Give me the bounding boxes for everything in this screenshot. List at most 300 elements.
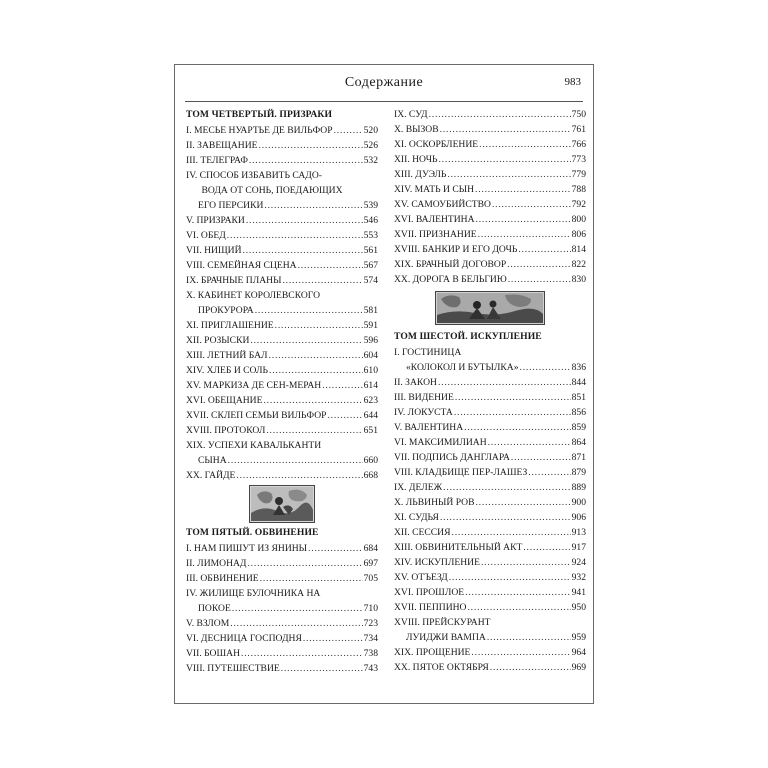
- toc-entry-line: [394, 107, 586, 122]
- toc-entry-line: [186, 243, 378, 258]
- chapter-page-number: 932: [571, 572, 586, 583]
- dot-leader: [471, 645, 570, 660]
- dot-leader: [454, 405, 571, 420]
- toc-entry: [394, 107, 586, 122]
- chapter-page-number: 644: [363, 410, 378, 421]
- toc-entry: [394, 585, 586, 600]
- toc-entry: [186, 438, 378, 468]
- dot-leader: [282, 273, 362, 288]
- toc-entry: [186, 616, 378, 631]
- toc-entry-line: [394, 465, 586, 480]
- chapter-page-number: 697: [363, 558, 378, 569]
- toc-entry: [394, 212, 586, 227]
- toc-entry: [394, 152, 586, 167]
- chapter-title: XIV. МАТЬ И СЫН: [394, 184, 475, 195]
- dot-leader: [322, 378, 362, 393]
- chapter-page-number: 553: [363, 230, 378, 241]
- toc-entry: [394, 137, 586, 152]
- dot-leader: [478, 227, 571, 242]
- toc-entry-line: [186, 363, 378, 378]
- toc-entry-line: [394, 167, 586, 182]
- chapter-title: IV. СПОСОБ ИЗБАВИТЬ САДО-: [186, 170, 322, 181]
- dot-leader: [232, 601, 363, 616]
- dot-leader: [455, 390, 571, 405]
- toc-entry: [186, 556, 378, 571]
- chapter-page-number: 591: [363, 320, 378, 331]
- chapter-page-number: 705: [363, 573, 378, 584]
- chapter-page-number: 836: [571, 362, 586, 373]
- toc-entry: [186, 288, 378, 318]
- dot-leader: [269, 363, 363, 378]
- chapter-page-number: 750: [571, 109, 586, 120]
- chapter-page-number: 761: [571, 124, 586, 135]
- header-rule: [185, 101, 583, 102]
- dot-leader: [259, 138, 363, 153]
- toc-entry: [186, 213, 378, 228]
- chapter-page-number: 871: [571, 452, 586, 463]
- chapter-page-number: 844: [571, 377, 586, 388]
- toc-entry-line: [186, 198, 378, 213]
- volume-heading: ТОМ ПЯТЫЙ. ОБВИНЕНИЕ: [186, 527, 319, 538]
- chapter-page-number: 913: [571, 527, 586, 538]
- dot-leader: [247, 556, 362, 571]
- chapter-title: VIII. ПУТЕШЕСТВИЕ: [186, 663, 280, 674]
- chapter-page-number: 950: [571, 602, 586, 613]
- toc-entry: [186, 378, 378, 393]
- dot-leader: [528, 465, 570, 480]
- chapter-page-number: 792: [571, 199, 586, 210]
- chapter-title: VII. НИЩИЙ: [186, 245, 242, 256]
- chapter-page-number: 864: [571, 437, 586, 448]
- dot-leader: [236, 468, 362, 483]
- chapter-title: IX. ДЕЛЕЖ: [394, 482, 443, 493]
- toc-entry: [186, 468, 378, 483]
- chapter-title: XII. РОЗЫСКИ: [186, 335, 250, 346]
- chapter-title: IX. БРАЧНЫЕ ПЛАНЫ: [186, 275, 282, 286]
- chapter-page-number: 604: [363, 350, 378, 361]
- toc-entry-line: [186, 213, 378, 228]
- dot-leader: [269, 348, 363, 363]
- chapter-page-number: 532: [363, 155, 378, 166]
- dot-leader: [249, 153, 363, 168]
- toc-entry: [186, 541, 378, 556]
- dot-leader: [520, 360, 571, 375]
- dot-leader: [475, 495, 570, 510]
- chapter-title: XX. ПЯТОЕ ОКТЯБРЯ: [394, 662, 489, 673]
- toc-entry-line: [186, 571, 378, 586]
- dot-leader: [227, 228, 363, 243]
- chapter-title: XVII. ПРИЗНАНИЕ: [394, 229, 477, 240]
- toc-entry-line: [186, 646, 378, 661]
- toc-entry: [394, 645, 586, 660]
- toc-entry: [186, 243, 378, 258]
- toc-entry-line: [186, 348, 378, 363]
- toc-entry-line: [186, 601, 378, 616]
- chapter-title: ЛУИДЖИ ВАМПА: [406, 632, 486, 643]
- dot-leader: [440, 510, 571, 525]
- dot-leader: [452, 525, 571, 540]
- toc-entry-line: [186, 138, 378, 153]
- chapter-page-number: 766: [571, 139, 586, 150]
- page-header: [175, 65, 593, 99]
- chapter-title: XIX. БРАЧНЫЙ ДОГОВОР: [394, 259, 507, 270]
- chapter-page-number: 959: [571, 632, 586, 643]
- chapter-title: ПОКОЕ: [198, 603, 231, 614]
- toc-entry: [186, 631, 378, 646]
- chapter-title: «КОЛОКОЛ И БУТЫЛКА»: [406, 362, 519, 373]
- toc-entry-line: [186, 631, 378, 646]
- toc-entry-line: [186, 333, 378, 348]
- chapter-title: IV. ЖИЛИЩЕ БУЛОЧНИКА НА: [186, 588, 321, 599]
- toc-entry: [394, 540, 586, 555]
- chapter-title: XVIII. ПРОТОКОЛ: [186, 425, 266, 436]
- chapter-page-number: 906: [571, 512, 586, 523]
- chapter-page-number: 539: [363, 200, 378, 211]
- toc-entry: [394, 122, 586, 137]
- toc-entry-line: [394, 137, 586, 152]
- chapter-title: I. НАМ ПИШУТ ИЗ ЯНИНЫ: [186, 543, 308, 554]
- toc-entry-line: [186, 468, 378, 483]
- chapter-title: XVIII. ПРЕЙСКУРАНТ: [394, 617, 491, 628]
- dot-leader: [438, 152, 570, 167]
- chapter-title: V. ПРИЗРАКИ: [186, 215, 245, 226]
- toc-entry: [394, 480, 586, 495]
- toc-entry-line: [186, 258, 378, 273]
- chapter-title: IX. СУД: [394, 109, 428, 120]
- toc-entry-line: [394, 645, 586, 660]
- toc-entry-line: [394, 525, 586, 540]
- chapter-title: XIX. ПРОЩЕНИЕ: [394, 647, 471, 658]
- chapter-title: V. ВЗЛОМ: [186, 618, 230, 629]
- chapter-title: XV. ОТЪЕЗД: [394, 572, 448, 583]
- dot-leader: [475, 182, 571, 197]
- toc-entry: [394, 615, 586, 645]
- chapter-page-number: 567: [363, 260, 378, 271]
- toc-page: [174, 64, 594, 704]
- chapter-page-number: 651: [363, 425, 378, 436]
- toc-entry-line: [186, 393, 378, 408]
- toc-entry-line: [186, 423, 378, 438]
- chapter-page-number: 623: [363, 395, 378, 406]
- chapter-page-number: 879: [571, 467, 586, 478]
- chapter-page-number: 743: [363, 663, 378, 674]
- toc-entry-line: [394, 197, 586, 212]
- chapter-page-number: 900: [571, 497, 586, 508]
- volume-entries: [186, 541, 378, 676]
- toc-entry: [186, 168, 378, 213]
- toc-entry-line: [394, 420, 586, 435]
- toc-entry: [394, 242, 586, 257]
- toc-entry: [186, 423, 378, 438]
- toc-entry: [186, 153, 378, 168]
- chapter-title: ЕГО ПЕРСИКИ: [198, 200, 264, 211]
- chapter-title: VI. ДЕСНИЦА ГОСПОДНЯ: [186, 633, 302, 644]
- chapter-title: IV. ЛОКУСТА: [394, 407, 453, 418]
- chapter-page-number: 574: [363, 275, 378, 286]
- chapter-page-number: 964: [571, 647, 586, 658]
- toc-entry: [394, 510, 586, 525]
- chapter-title: X. КАБИНЕТ КОРОЛЕВСКОГО: [186, 290, 321, 301]
- toc-entry-line: [394, 480, 586, 495]
- toc-entry-line: [394, 495, 586, 510]
- toc-entry: [394, 197, 586, 212]
- chapter-page-number: 969: [571, 662, 586, 673]
- volume-entries: [394, 107, 586, 287]
- toc-entry-line: [394, 405, 586, 420]
- dot-leader: [429, 107, 571, 122]
- chapter-page-number: 614: [363, 380, 378, 391]
- chapter-page-number: 581: [363, 305, 378, 316]
- chapter-page-number: 610: [363, 365, 378, 376]
- toc-entry: [394, 257, 586, 272]
- chapter-page-number: 668: [363, 470, 378, 481]
- toc-entry: [394, 495, 586, 510]
- chapter-title: XI. ОСКОРБЛЕНИЕ: [394, 139, 479, 150]
- chapter-title: X. ВЫЗОВ: [394, 124, 439, 135]
- toc-entry-line: [394, 182, 586, 197]
- toc-entry-line: [394, 600, 586, 615]
- chapter-title: XIII. ЛЕТНИЙ БАЛ: [186, 350, 268, 361]
- chapter-title: XI. СУДЬЯ: [394, 512, 439, 523]
- toc-entry-line: [186, 616, 378, 631]
- chapter-title: VII. ПОДПИСЬ ДАНГЛАРА: [394, 452, 510, 463]
- chapter-page-number: 738: [363, 648, 378, 659]
- toc-entry-line: [394, 540, 586, 555]
- toc-entry-line: [394, 510, 586, 525]
- chapter-page-number: 684: [363, 543, 378, 554]
- toc-entry: [186, 363, 378, 378]
- toc-entry: [394, 435, 586, 450]
- chapter-page-number: 830: [571, 274, 586, 285]
- toc-entry: [186, 273, 378, 288]
- toc-entry-line: [186, 556, 378, 571]
- toc-entry-line: [186, 303, 378, 318]
- dot-leader: [523, 540, 570, 555]
- chapter-title: II. ЛИМОНАД: [186, 558, 247, 569]
- toc-entry-line: [186, 318, 378, 333]
- toc-entry: [394, 465, 586, 480]
- chapter-page-number: 917: [571, 542, 586, 553]
- toc-entry: [186, 333, 378, 348]
- chapter-title: II. ЗАВЕЩАНИЕ: [186, 140, 258, 151]
- right-column: [394, 107, 586, 675]
- toc-entry: [186, 228, 378, 243]
- dot-leader: [255, 303, 363, 318]
- chapter-title: XIV. ХЛЕБ И СОЛЬ: [186, 365, 269, 376]
- dot-leader: [230, 616, 362, 631]
- toc-entry: [394, 345, 586, 375]
- chapter-page-number: 596: [363, 335, 378, 346]
- chapter-title: XII. НОЧЬ: [394, 154, 438, 165]
- dot-leader: [327, 408, 362, 423]
- chapter-title: XVI. ПРОШЛОЕ: [394, 587, 465, 598]
- chapter-title: СЫНА: [198, 455, 227, 466]
- dot-leader: [467, 600, 570, 615]
- dot-leader: [479, 137, 570, 152]
- toc-entry-line: [186, 453, 378, 468]
- toc-entry: [394, 182, 586, 197]
- toc-entry-line: [394, 630, 586, 645]
- engraving-image: [435, 291, 545, 325]
- chapter-page-number: 851: [571, 392, 586, 403]
- toc-entry: [186, 586, 378, 616]
- toc-entry: [394, 272, 586, 287]
- engraving-image: [249, 485, 315, 523]
- chapter-page-number: 814: [571, 244, 586, 255]
- toc-entry-line: [394, 390, 586, 405]
- chapter-title: ПРОКУРОРА: [198, 305, 254, 316]
- volume-heading: ТОМ ЧЕТВЕРТЫЙ. ПРИЗРАКИ: [186, 109, 333, 120]
- toc-entry: [394, 405, 586, 420]
- toc-entry-line: [394, 450, 586, 465]
- chapter-title: II. ЗАКОН: [394, 377, 437, 388]
- toc-entry: [186, 123, 378, 138]
- dot-leader: [449, 570, 571, 585]
- chapter-page-number: 856: [571, 407, 586, 418]
- toc-entry-line: [394, 375, 586, 390]
- toc-entry-line: [186, 153, 378, 168]
- dot-leader: [250, 333, 362, 348]
- toc-entry: [394, 555, 586, 570]
- chapter-title: XIV. ИСКУПЛЕНИЕ: [394, 557, 480, 568]
- dot-leader: [518, 242, 570, 257]
- dot-leader: [334, 123, 363, 138]
- dot-leader: [507, 257, 570, 272]
- dot-leader: [260, 571, 363, 586]
- toc-entry-line: [186, 541, 378, 556]
- chapter-page-number: 941: [571, 587, 586, 598]
- dot-leader: [438, 375, 571, 390]
- dot-leader: [490, 660, 571, 675]
- volume-entries: [394, 345, 586, 675]
- engraving-vignette: [394, 287, 586, 329]
- chapter-title: XX. ГАЙДЕ: [186, 470, 236, 481]
- toc-entry: [394, 570, 586, 585]
- chapter-title: XV. МАРКИЗА ДЕ СЕН-МЕРАН: [186, 380, 322, 391]
- dot-leader: [443, 480, 570, 495]
- toc-entry: [186, 571, 378, 586]
- chapter-page-number: 773: [571, 154, 586, 165]
- dot-leader: [228, 453, 363, 468]
- dot-leader: [508, 272, 571, 287]
- toc-entry-line: [394, 435, 586, 450]
- dot-leader: [492, 197, 571, 212]
- toc-entry-line: [394, 585, 586, 600]
- chapter-title: XVII. СКЛЕП СЕМЬИ ВИЛЬФОР: [186, 410, 327, 421]
- chapter-title: XVI. ВАЛЕНТИНА: [394, 214, 475, 225]
- toc-entry-line: [394, 152, 586, 167]
- chapter-title: VIII. КЛАДБИЩЕ ПЕР-ЛАШЕЗ: [394, 467, 528, 478]
- chapter-title: III. ВИДЕНИЕ: [394, 392, 454, 403]
- chapter-page-number: 889: [571, 482, 586, 493]
- toc-entry-line: [394, 122, 586, 137]
- dot-leader: [298, 258, 363, 273]
- toc-entry: [186, 661, 378, 676]
- chapter-title: XIII. ОБВИНИТЕЛЬНЫЙ АКТ: [394, 542, 523, 553]
- chapter-title: X. ЛЬВИНЫЙ РОВ: [394, 497, 475, 508]
- chapter-page-number: 660: [363, 455, 378, 466]
- dot-leader: [487, 630, 571, 645]
- chapter-title: VII. БОШАН: [186, 648, 241, 659]
- toc-entry: [394, 600, 586, 615]
- toc-entry-line: [186, 228, 378, 243]
- toc-entry-line: [186, 123, 378, 138]
- page-title: Содержание: [344, 75, 424, 90]
- toc-entry: [394, 420, 586, 435]
- dot-leader: [488, 435, 571, 450]
- toc-entry-line: [394, 570, 586, 585]
- toc-entry: [394, 450, 586, 465]
- dot-leader: [465, 585, 570, 600]
- volume-entries: [186, 123, 378, 483]
- chapter-title: XI. ПРИГЛАШЕНИЕ: [186, 320, 274, 331]
- dot-leader: [511, 450, 571, 465]
- chapter-title: XIII. ДУЭЛЬ: [394, 169, 447, 180]
- toc-entry-line: [186, 661, 378, 676]
- chapter-title: VIII. СЕМЕЙНАЯ СЦЕНА: [186, 260, 297, 271]
- toc-entry-line: [186, 378, 378, 393]
- chapter-page-number: 546: [363, 215, 378, 226]
- dot-leader: [303, 631, 363, 646]
- dot-leader: [264, 198, 362, 213]
- chapter-title: ВОДА ОТ СОНЬ, ПОЕДАЮЩИХ: [201, 185, 343, 196]
- dot-leader: [243, 243, 363, 258]
- toc-entry: [186, 646, 378, 661]
- dot-leader: [440, 122, 571, 137]
- chapter-page-number: 520: [363, 125, 378, 136]
- chapter-page-number: 561: [363, 245, 378, 256]
- left-column: [186, 107, 378, 676]
- dot-leader: [308, 541, 363, 556]
- chapter-title: III. ОБВИНЕНИЕ: [186, 573, 259, 584]
- toc-entry: [394, 375, 586, 390]
- toc-entry: [186, 408, 378, 423]
- toc-entry-line: [394, 272, 586, 287]
- dot-leader: [447, 167, 570, 182]
- dot-leader: [464, 420, 570, 435]
- dot-leader: [476, 212, 571, 227]
- chapter-title: XV. САМОУБИЙСТВО: [394, 199, 491, 210]
- toc-entry: [186, 348, 378, 363]
- page-number: 983: [564, 76, 581, 88]
- toc-entry: [186, 393, 378, 408]
- toc-entry: [394, 390, 586, 405]
- dot-leader: [481, 555, 571, 570]
- dot-leader: [275, 318, 363, 333]
- toc-entry-line: [394, 555, 586, 570]
- chapter-page-number: 800: [571, 214, 586, 225]
- chapter-title: XVIII. БАНКИР И ЕГО ДОЧЬ: [394, 244, 518, 255]
- chapter-title: V. ВАЛЕНТИНА: [394, 422, 464, 433]
- toc-entry: [394, 167, 586, 182]
- toc-entry-line: [186, 408, 378, 423]
- chapter-title: XVI. ОБЕЩАНИЕ: [186, 395, 263, 406]
- chapter-page-number: 526: [363, 140, 378, 151]
- toc-entry-line: [394, 227, 586, 242]
- dot-leader: [246, 213, 363, 228]
- chapter-page-number: 723: [363, 618, 378, 629]
- toc-entry-line: [394, 360, 586, 375]
- chapter-page-number: 710: [363, 603, 378, 614]
- chapter-title: XII. СЕССИЯ: [394, 527, 451, 538]
- chapter-title: XIX. УСПЕХИ КАВАЛЬКАНТИ: [186, 440, 322, 451]
- chapter-page-number: 822: [571, 259, 586, 270]
- dot-leader: [266, 423, 362, 438]
- chapter-page-number: 859: [571, 422, 586, 433]
- dot-leader: [241, 646, 363, 661]
- chapter-title: VI. ОБЕД: [186, 230, 226, 241]
- engraving-vignette: [186, 483, 378, 525]
